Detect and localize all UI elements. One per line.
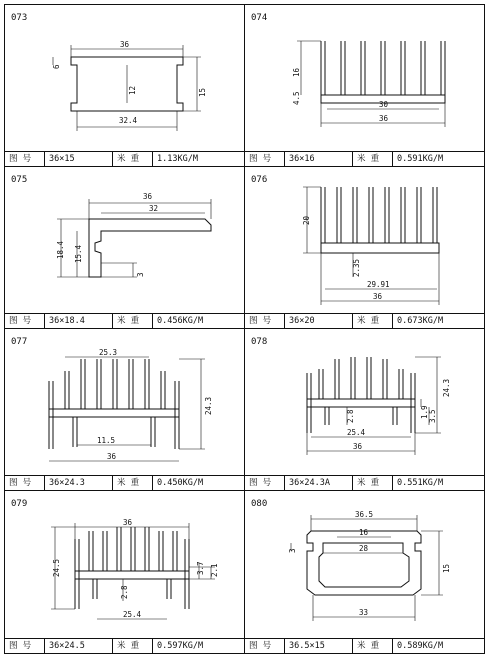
dim-label: 36 [107, 452, 117, 461]
spec-footer [5, 475, 245, 490]
fig-no-label: 图 号 [5, 639, 45, 653]
profile-cell-075 [5, 167, 245, 329]
profile-code: 077 [11, 337, 28, 347]
dim-label: 29.91 [367, 280, 390, 289]
fig-no-label: 图 号 [245, 314, 285, 328]
profile-cell-076 [245, 167, 485, 329]
profile-size: 36×24.3A [285, 476, 353, 490]
profile-size: 36×24.3 [45, 476, 113, 490]
dim-label: 25.4 [123, 610, 142, 619]
dim-label: 36 [120, 40, 130, 49]
dim-label: 36 [379, 114, 389, 123]
profile-weight: 0.591KG/M [397, 154, 444, 164]
profile-code: 078 [251, 337, 268, 347]
dim-label: 15 [198, 87, 207, 97]
fig-no-label: 图 号 [5, 314, 45, 328]
weight-label: 米 重 [113, 639, 153, 653]
profile-cell-079 [5, 491, 245, 653]
profile-weight: 1.13KG/M [157, 154, 198, 164]
dim-label: 36 [123, 518, 133, 527]
spec-footer [5, 313, 245, 328]
dim-label: 3.5 [428, 409, 437, 423]
dim-label: 36 [143, 192, 153, 201]
dim-label: 3 [288, 548, 297, 553]
profile-code: 074 [251, 13, 268, 23]
dim-label: 15.4 [74, 244, 83, 263]
spec-footer [245, 151, 485, 166]
spec-footer [245, 313, 485, 328]
profile-drawing-075 [5, 167, 245, 313]
dim-label: 15 [442, 563, 451, 573]
profile-code: 079 [11, 499, 28, 509]
dim-label: 4.5 [292, 91, 301, 105]
profile-cell-080 [245, 491, 485, 653]
dim-label: 36 [373, 292, 383, 301]
fig-no-label: 图 号 [5, 152, 45, 166]
profile-drawing-078 [245, 329, 485, 475]
dim-label: 3 [136, 272, 145, 277]
weight-label: 米 重 [113, 476, 153, 490]
spec-footer [245, 475, 485, 490]
profile-drawing-076 [245, 167, 485, 313]
profile-weight: 0.450KG/M [157, 478, 204, 488]
profile-cell-073 [5, 5, 245, 167]
profile-size: 36×16 [285, 152, 353, 166]
dim-label: 36.5 [355, 510, 374, 519]
profile-weight: 0.597KG/M [157, 641, 204, 651]
dim-label: 2.35 [352, 258, 361, 277]
dim-label: 16 [359, 528, 369, 537]
spec-footer [5, 638, 245, 653]
profile-drawing-073 [5, 5, 245, 151]
spec-footer [245, 638, 485, 653]
weight-label: 米 重 [353, 639, 393, 653]
profile-code: 080 [251, 499, 268, 509]
spec-footer [5, 151, 245, 166]
fig-no-label: 图 号 [245, 476, 285, 490]
profile-drawing-074 [245, 5, 485, 151]
profile-cell-078 [245, 329, 485, 491]
dim-label: 18.4 [56, 240, 65, 259]
dim-label: 12 [128, 85, 137, 95]
dim-label: 30 [379, 100, 389, 109]
weight-label: 米 重 [353, 152, 393, 166]
profile-size: 36×18.4 [45, 314, 113, 328]
fig-no-label: 图 号 [245, 152, 285, 166]
dim-label: 16 [292, 67, 301, 77]
dim-label: 6 [52, 64, 61, 69]
profile-code: 075 [11, 175, 28, 185]
dim-label: 28 [359, 544, 369, 553]
dim-label: 3.7 [196, 561, 205, 575]
profile-weight: 0.551KG/M [397, 478, 444, 488]
dim-label: 33 [359, 608, 369, 617]
profile-code: 076 [251, 175, 268, 185]
fig-no-label: 图 号 [5, 476, 45, 490]
profile-drawing-079 [5, 491, 245, 637]
weight-label: 米 重 [113, 314, 153, 328]
profile-drawing-077 [5, 329, 245, 475]
weight-label: 米 重 [353, 476, 393, 490]
dim-label: 2.8 [120, 585, 129, 599]
dim-label: 2.1 [210, 563, 219, 577]
weight-label: 米 重 [113, 152, 153, 166]
dim-label: 24.3 [204, 396, 213, 415]
dim-label: 25.4 [347, 428, 366, 437]
profile-size: 36×15 [45, 152, 113, 166]
profile-code: 073 [11, 13, 28, 23]
dim-label: 24.5 [52, 558, 61, 577]
profile-weight: 0.589KG/M [397, 641, 444, 651]
profile-cell-077 [5, 329, 245, 491]
dim-label: 1.9 [420, 405, 429, 419]
weight-label: 米 重 [353, 314, 393, 328]
catalog-sheet [4, 4, 485, 654]
dim-label: 36 [353, 442, 363, 451]
profile-cell-074 [245, 5, 485, 167]
dim-label: 24.3 [442, 378, 451, 397]
fig-no-label: 图 号 [245, 639, 285, 653]
dim-label: 32 [149, 204, 159, 213]
dim-label: 2.8 [346, 409, 355, 423]
dim-label: 20 [302, 215, 311, 225]
profile-size: 36.5×15 [285, 639, 353, 653]
profile-weight: 0.673KG/M [397, 316, 444, 326]
profile-drawing-080 [245, 491, 485, 637]
profile-size: 36×24.5 [45, 639, 113, 653]
dim-label: 32.4 [119, 116, 138, 125]
profile-weight: 0.456KG/M [157, 316, 204, 326]
dim-label: 25.3 [99, 348, 118, 357]
profile-size: 36×20 [285, 314, 353, 328]
dim-label: 11.5 [97, 436, 116, 445]
